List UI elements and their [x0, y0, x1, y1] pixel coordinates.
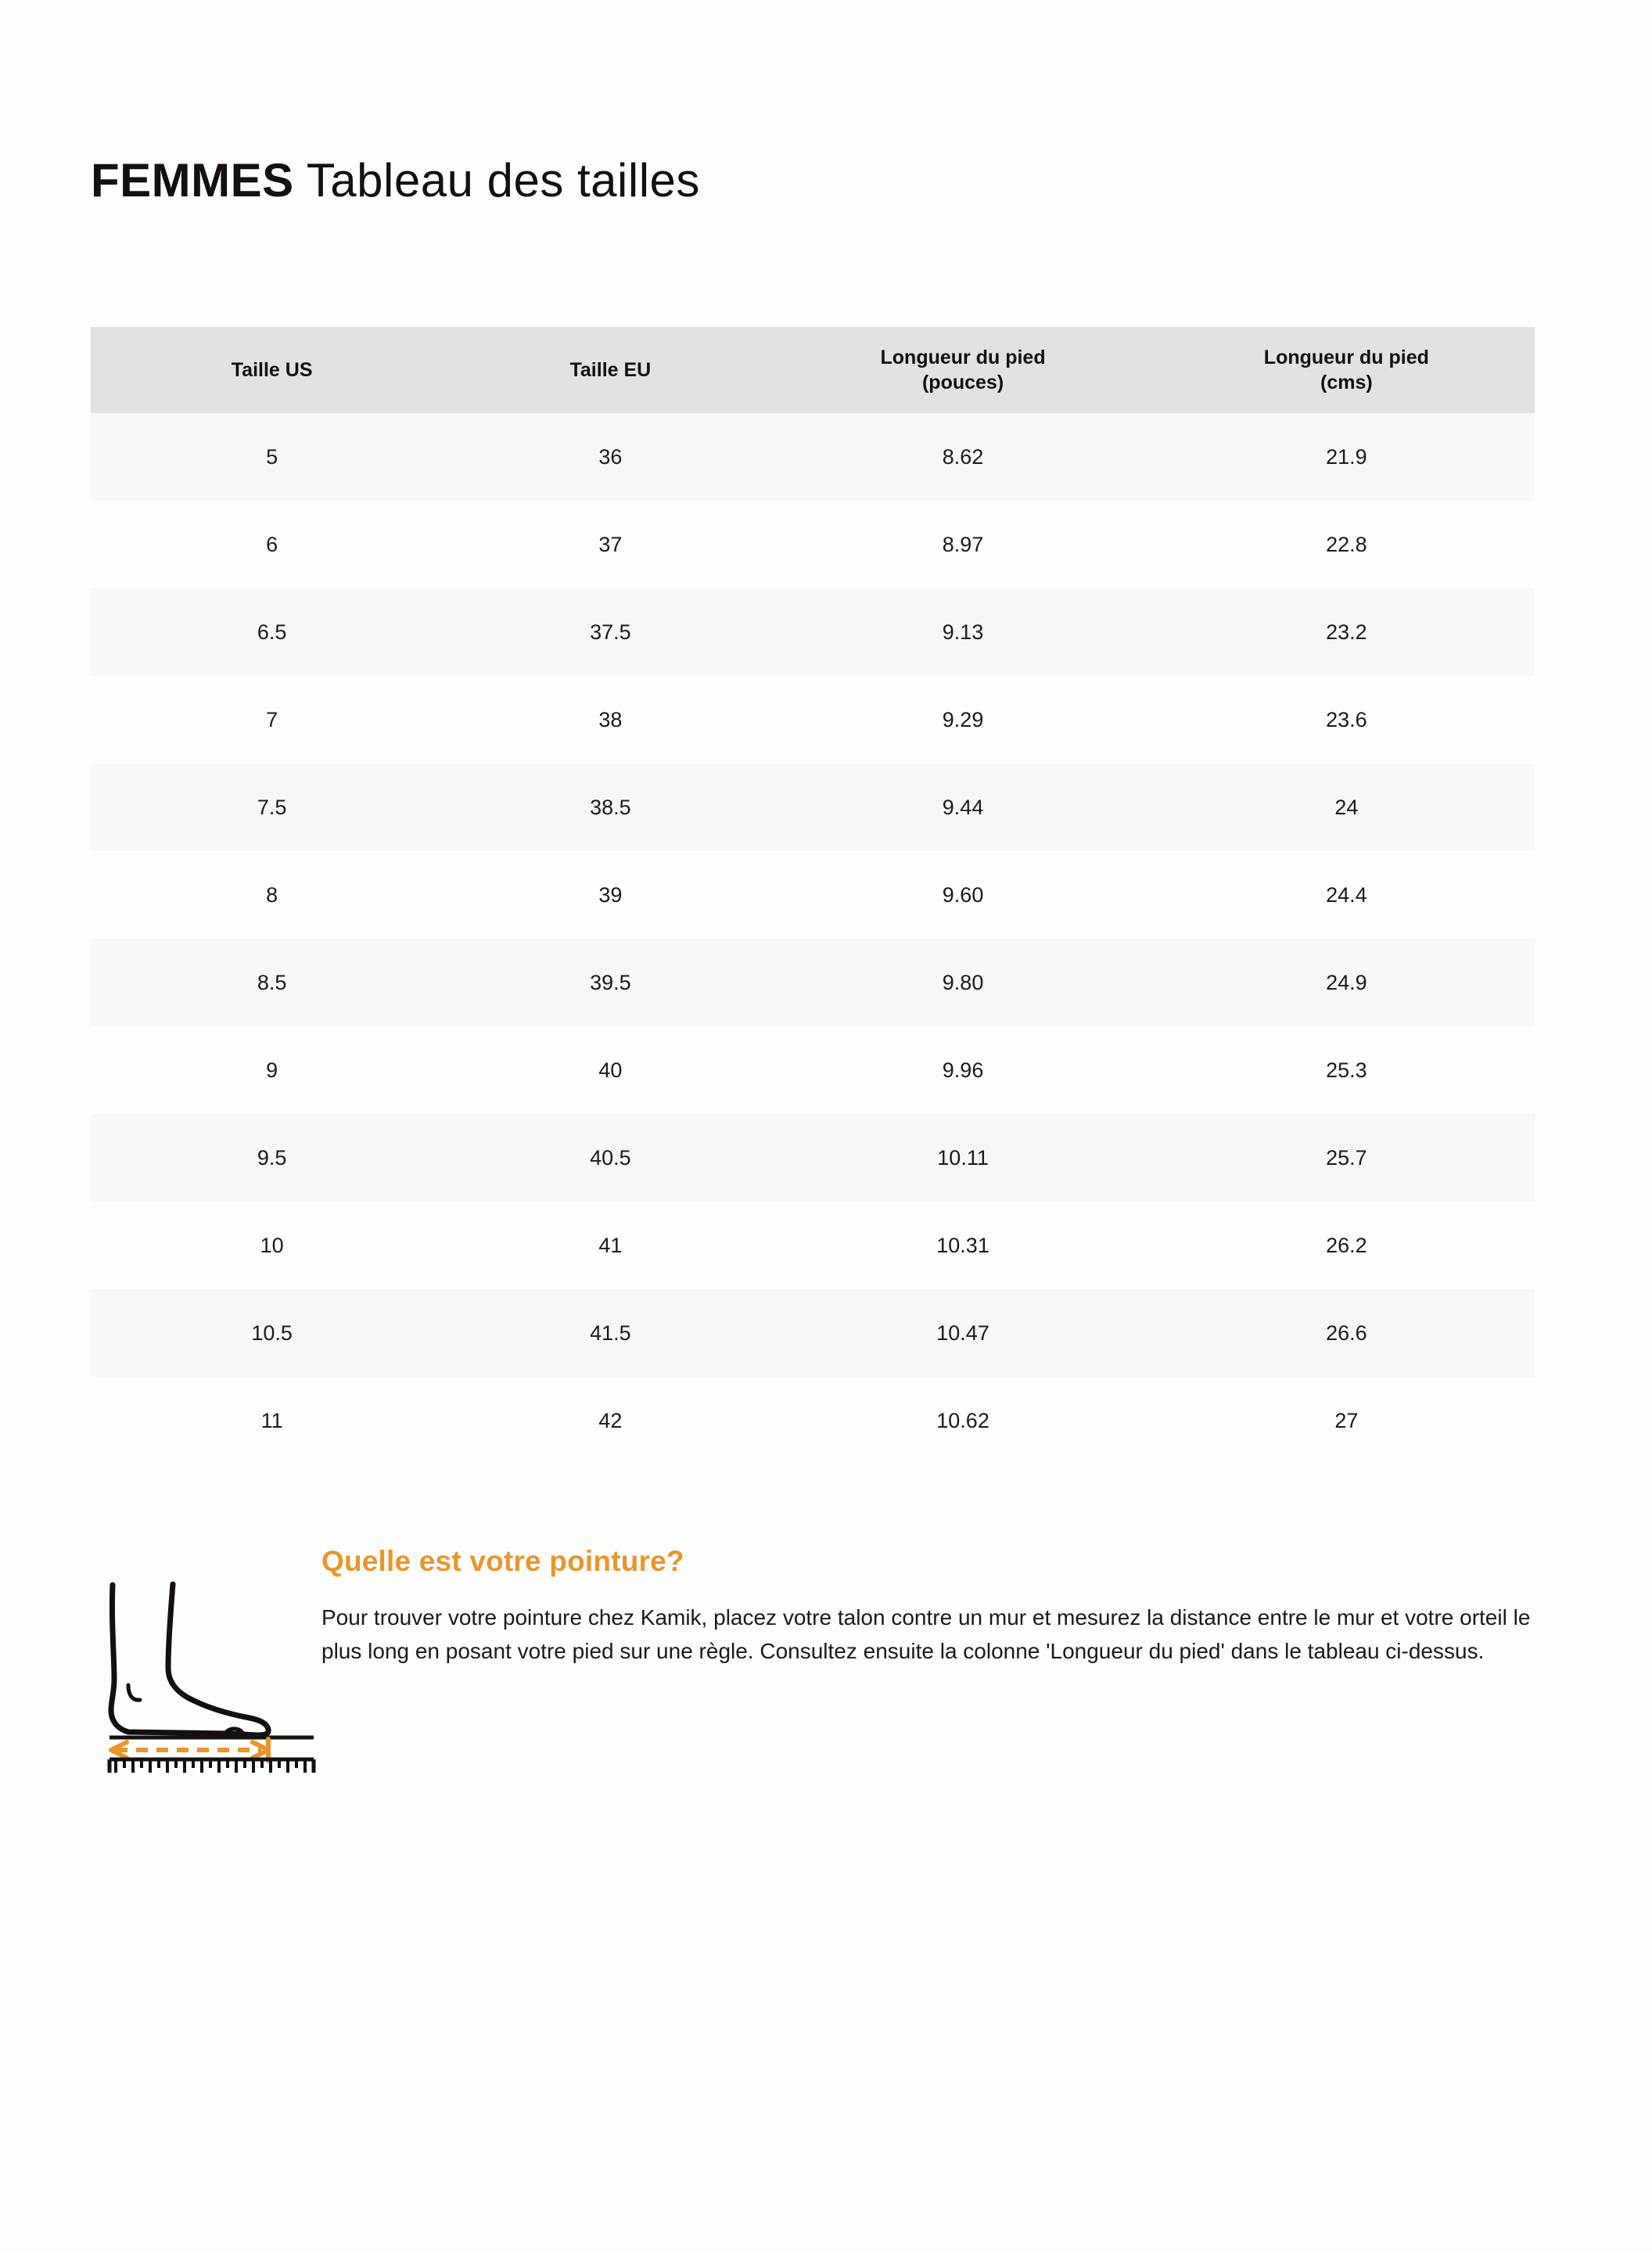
table-row [91, 764, 1535, 851]
table-row [91, 1377, 1535, 1464]
table-row [91, 1202, 1535, 1289]
table-row [91, 939, 1535, 1026]
column-header-taille-eu: Taille EU [453, 327, 767, 413]
cell-taille-eu: 41.5 [453, 1289, 767, 1377]
table-row [91, 1289, 1535, 1377]
cell-taille-eu: 38 [453, 676, 767, 764]
cell-longueur-pouces: 10.62 [767, 1377, 1158, 1464]
table-body [91, 413, 1535, 1464]
cell-longueur-pouces: 9.80 [767, 939, 1158, 1026]
cell-taille-eu: 39.5 [453, 939, 767, 1026]
cell-taille-us: 7 [91, 676, 453, 764]
cell-taille-us: 10 [91, 1202, 453, 1289]
cell-longueur-cms: 26.6 [1158, 1289, 1535, 1377]
sizing-help-paragraph: Pour trouver votre pointure chez Kamik, placez votre talon contre un mur et mesurez la distance entre le mur et votre orteil le plus long en posant votre pied sur une règle. Consultez ensuite la colonne 'Longueur du pied' dans le tableau ci-dessus. [321, 1605, 1531, 1663]
page-title-bold: FEMMES [91, 154, 294, 207]
cell-longueur-cms: 24.4 [1158, 851, 1535, 939]
column-header-longueur-cms: Longueur du pied (cms) [1158, 327, 1535, 413]
table-row [91, 1114, 1535, 1202]
cell-taille-eu: 38.5 [453, 764, 767, 851]
cell-longueur-cms: 26.2 [1158, 1202, 1535, 1289]
cell-longueur-cms: 21.9 [1158, 413, 1535, 501]
cell-longueur-pouces: 9.29 [767, 676, 1158, 764]
table-row [91, 413, 1535, 501]
size-chart-table [91, 327, 1535, 1464]
table-header-row [91, 327, 1535, 413]
cell-taille-us: 6.5 [91, 588, 453, 676]
cell-taille-eu: 42 [453, 1377, 767, 1464]
sizing-help-text [321, 1545, 1542, 1668]
cell-longueur-cms: 27 [1158, 1377, 1535, 1464]
column-header-longueur-pouces: Longueur du pied (pouces) [767, 327, 1158, 413]
cell-taille-eu: 37.5 [453, 588, 767, 676]
cell-longueur-pouces: 8.97 [767, 501, 1158, 588]
cell-taille-us: 6 [91, 501, 453, 588]
table-header [91, 327, 1535, 413]
cell-longueur-cms: 23.2 [1158, 588, 1535, 676]
cell-taille-us: 10.5 [91, 1289, 453, 1377]
cell-longueur-cms: 25.7 [1158, 1114, 1535, 1202]
cell-taille-eu: 37 [453, 501, 767, 588]
cell-longueur-cms: 24 [1158, 764, 1535, 851]
cell-taille-eu: 36 [453, 413, 767, 501]
cell-longueur-cms: 24.9 [1158, 939, 1535, 1026]
cell-longueur-pouces: 10.11 [767, 1114, 1158, 1202]
cell-longueur-pouces: 9.44 [767, 764, 1158, 851]
table-row [91, 1026, 1535, 1114]
cell-longueur-pouces: 9.13 [767, 588, 1158, 676]
page-title-rest: Tableau des tailles [293, 154, 700, 207]
table-row [91, 676, 1535, 764]
cell-taille-eu: 40 [453, 1026, 767, 1114]
column-header-taille-us: Taille US [91, 327, 453, 413]
sizing-help-heading: Quelle est votre pointure? [321, 1545, 684, 1577]
table-row [91, 851, 1535, 939]
cell-taille-us: 9.5 [91, 1114, 453, 1202]
cell-taille-us: 11 [91, 1377, 453, 1464]
foot-ruler-measurement-icon [91, 1547, 325, 1773]
cell-taille-us: 5 [91, 413, 453, 501]
cell-longueur-pouces: 8.62 [767, 413, 1158, 501]
page-title [91, 153, 700, 207]
cell-longueur-cms: 23.6 [1158, 676, 1535, 764]
cell-taille-eu: 39 [453, 851, 767, 939]
table-row [91, 588, 1535, 676]
table-row [91, 501, 1535, 588]
cell-longueur-pouces: 9.60 [767, 851, 1158, 939]
cell-longueur-pouces: 10.47 [767, 1289, 1158, 1377]
cell-taille-us: 7.5 [91, 764, 453, 851]
cell-longueur-cms: 25.3 [1158, 1026, 1535, 1114]
cell-taille-us: 8 [91, 851, 453, 939]
cell-taille-eu: 40.5 [453, 1114, 767, 1202]
cell-longueur-pouces: 9.96 [767, 1026, 1158, 1114]
cell-taille-us: 9 [91, 1026, 453, 1114]
cell-taille-us: 8.5 [91, 939, 453, 1026]
cell-longueur-cms: 22.8 [1158, 501, 1535, 588]
cell-taille-eu: 41 [453, 1202, 767, 1289]
cell-longueur-pouces: 10.31 [767, 1202, 1158, 1289]
